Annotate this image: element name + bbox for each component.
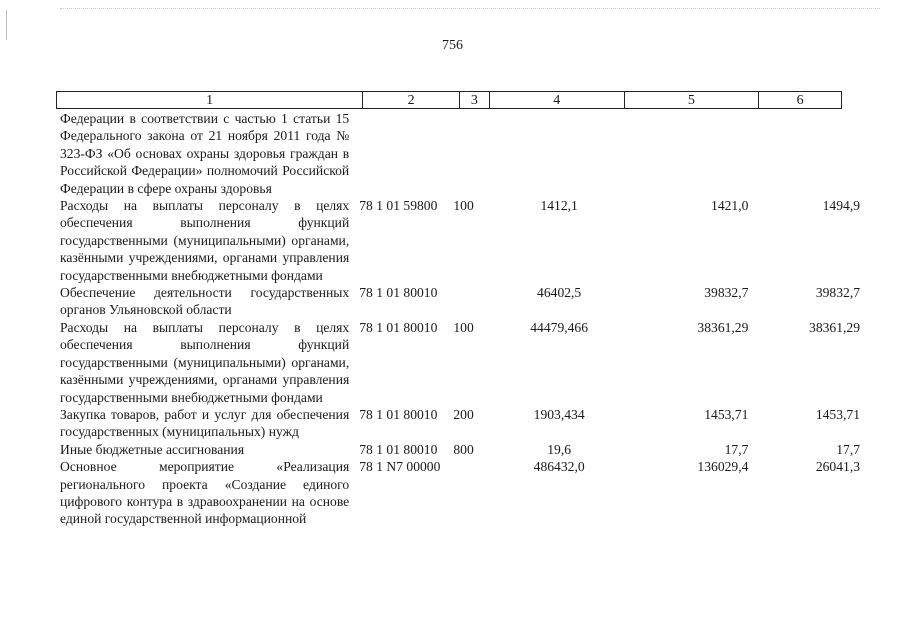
row-value-col5: 1453,71 bbox=[704, 406, 749, 422]
row-expense-type: 100 bbox=[453, 319, 474, 335]
column-header-3: 3 bbox=[460, 92, 490, 108]
scan-edge-mark bbox=[6, 10, 7, 40]
row-code: 78 1 01 80010 bbox=[359, 285, 438, 301]
page-number: 756 bbox=[442, 38, 463, 53]
row-name: Закупка товаров, работ и услуг для обеспечения государственных (муниципальных) нужд bbox=[60, 406, 350, 440]
row-code: 78 1 01 80010 bbox=[359, 319, 438, 335]
column-header-5: 5 bbox=[625, 92, 760, 108]
column-header-4: 4 bbox=[490, 92, 625, 108]
row-value-col5: 1421,0 bbox=[711, 198, 749, 214]
table-row bbox=[60, 458, 860, 528]
row-value-col6: 17,7 bbox=[836, 441, 861, 457]
row-value-col4: 44479,466 bbox=[530, 319, 589, 335]
row-expense-type: 100 bbox=[453, 198, 474, 214]
table-body bbox=[60, 110, 860, 528]
row-expense-type: 800 bbox=[453, 441, 474, 457]
row-code: 78 1 01 80010 bbox=[359, 441, 438, 457]
row-name: Расходы на выплаты персоналу в целях обеспечения выполнения функций государственными (муниципальными) органами, казёнными учреждениями, органами управления государственными внебюджетными фондами bbox=[60, 198, 350, 283]
table-row bbox=[60, 406, 860, 441]
row-value-col5: 136029,4 bbox=[697, 459, 749, 475]
row-code: 78 1 N7 00000 bbox=[359, 459, 441, 475]
row-value-col6: 39832,7 bbox=[815, 285, 861, 301]
row-value-col4: 19,6 bbox=[547, 441, 572, 457]
row-name: Иные бюджетные ассигнования bbox=[60, 441, 245, 457]
row-value-col4: 486432,0 bbox=[533, 459, 585, 475]
column-header-1: 1 bbox=[57, 92, 363, 108]
row-name: Основное мероприятие «Реализация регионального проекта «Создание единого цифрового контура в здравоохранении на основе единой государственной информационной bbox=[60, 459, 350, 527]
table-row bbox=[60, 197, 860, 284]
table-row bbox=[60, 319, 860, 406]
column-header-6: 6 bbox=[796, 93, 804, 108]
scan-artifact-line bbox=[60, 8, 880, 10]
row-code: 78 1 01 59800 bbox=[359, 198, 438, 214]
row-value-col5: 39832,7 bbox=[704, 285, 749, 301]
row-value-col4: 46402,5 bbox=[537, 285, 582, 301]
row-value-col5: 38361,29 bbox=[697, 319, 749, 335]
row-value-col6: 1453,71 bbox=[815, 406, 861, 422]
row-value-col6: 26041,3 bbox=[815, 459, 861, 475]
row-value-col6: 1494,9 bbox=[822, 198, 861, 214]
row-value-col6: 38361,29 bbox=[809, 319, 861, 335]
table-row bbox=[60, 110, 860, 197]
table-row bbox=[60, 284, 860, 319]
row-name: Обеспечение деятельности государственных органов Ульяновской области bbox=[60, 285, 350, 318]
row-name: Федерации в соответствии с частью 1 статьи 15 Федерального закона от 21 ноября 2011 года № 323-ФЗ «Об основах охраны здоровья граждан в Российской Федерации» полномочий Российской Федерации в сфере охраны здоровья bbox=[60, 111, 350, 196]
table-row bbox=[60, 441, 860, 458]
row-expense-type: 200 bbox=[453, 406, 474, 422]
row-value-col4: 1903,434 bbox=[533, 406, 585, 422]
row-code: 78 1 01 80010 bbox=[359, 406, 438, 422]
column-header-2: 2 bbox=[363, 92, 460, 108]
table-header bbox=[56, 91, 842, 109]
row-name: Расходы на выплаты персоналу в целях обеспечения выполнения функций государственными (муниципальными) органами, казёнными учреждениями, органами управления государственными внебюджетными фондами bbox=[60, 319, 350, 405]
row-value-col5: 17,7 bbox=[724, 441, 749, 457]
row-value-col4: 1412,1 bbox=[540, 198, 578, 214]
